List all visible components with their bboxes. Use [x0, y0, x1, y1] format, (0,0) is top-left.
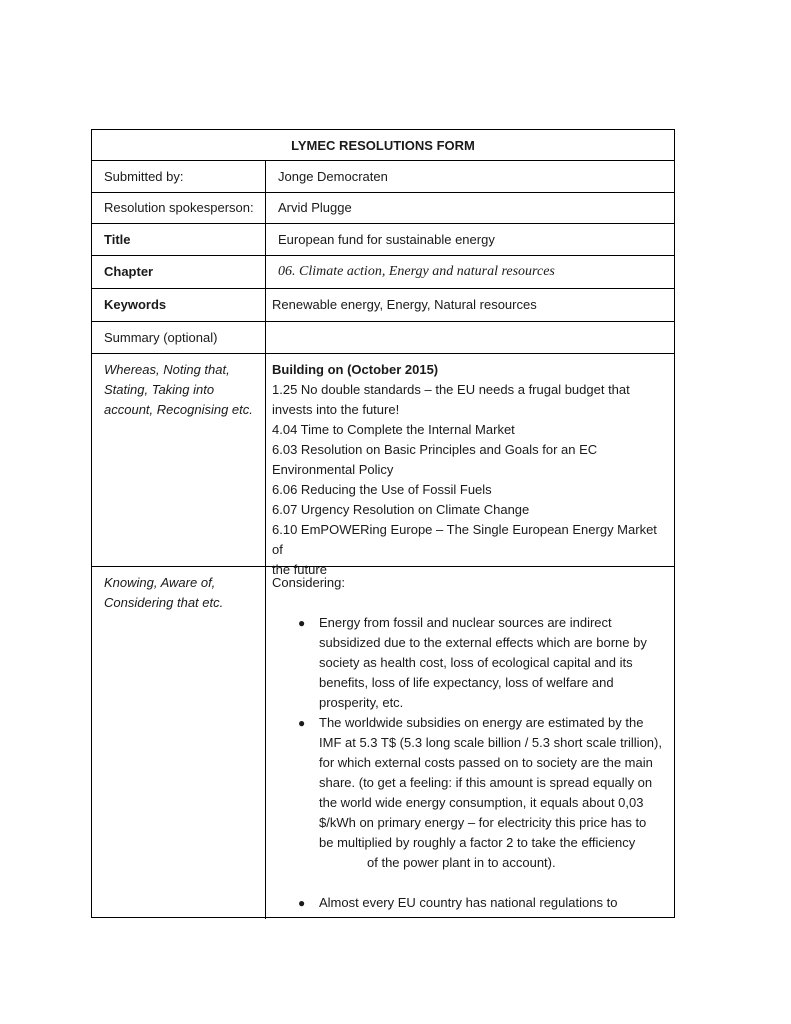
whereas-content: [266, 354, 674, 577]
whereas-line: 6.10 EmPOWERing Europe – The Single European Energy Market of: [272, 522, 657, 557]
considering-list: [272, 613, 664, 853]
submitted-by-label: Submitted by:: [92, 161, 266, 192]
submitted-by-row: [92, 161, 674, 193]
knowing-row: [92, 567, 674, 919]
spokesperson-value: Arvid Plugge: [278, 200, 352, 215]
whereas-line: 6.06 Reducing the Use of Fossil Fuels: [272, 482, 492, 497]
bullet-line: for which external costs passed on to society are the main: [319, 755, 653, 770]
resolutions-form: [91, 129, 675, 918]
bullet-line: the world wide energy consumption, it equals about 0,03: [319, 795, 644, 810]
bullet-line: be multiplied by roughly a factor 2 to take the efficiency: [319, 835, 636, 850]
bullet-line-tail: of the power plant in to account).: [367, 855, 556, 870]
whereas-label: [92, 354, 266, 566]
summary-row: [92, 322, 674, 354]
considering-list-continued: [272, 893, 664, 913]
whereas-line: 1.25 No double standards – the EU needs a frugal budget that: [272, 382, 630, 397]
bullet-line: The worldwide subsidies on energy are estimated by the: [319, 715, 644, 730]
list-item: [272, 893, 664, 913]
keywords-label: Keywords: [92, 289, 266, 321]
whereas-line: 4.04 Time to Complete the Internal Market: [272, 422, 515, 437]
whereas-line: 6.03 Resolution on Basic Principles and Goals for an EC: [272, 442, 598, 457]
bullet-icon: ●: [298, 896, 306, 910]
bullet-line: subsidized due to the external effects which are borne by: [319, 635, 647, 650]
title-row: [92, 224, 674, 256]
spacer: [272, 873, 664, 893]
bullet-line: IMF at 5.3 T$ (5.3 long scale billion / 5.3 short scale trillion),: [319, 735, 662, 750]
knowing-label-line: Knowing, Aware of,: [104, 575, 216, 590]
chapter-label: Chapter: [92, 256, 266, 288]
keywords-row: [92, 289, 674, 322]
knowing-label: [92, 567, 266, 919]
bullet-line: Almost every EU country has national regulations to: [319, 895, 618, 910]
summary-value: [266, 322, 674, 353]
whereas-label-line: Whereas, Noting that,: [104, 362, 230, 377]
knowing-label-line: Considering that etc.: [104, 595, 224, 610]
form-title: LYMEC RESOLUTIONS FORM: [291, 137, 475, 153]
bullet-line: $/kWh on primary energy – for electricity this price has to: [319, 815, 647, 830]
bullet-line: society as health cost, loss of ecological capital and its: [319, 655, 633, 670]
list-item: [272, 713, 664, 853]
list-item: [272, 613, 664, 713]
title-value: European fund for sustainable energy: [278, 231, 495, 247]
bullet-line: prosperity, etc.: [319, 695, 404, 710]
spokesperson-label: Resolution spokesperson:: [92, 193, 266, 223]
knowing-content: [266, 567, 674, 919]
whereas-line: 6.07 Urgency Resolution on Climate Change: [272, 502, 530, 517]
spokesperson-row: [92, 193, 674, 224]
title-label: Title: [92, 224, 266, 255]
whereas-label-line: account, Recognising etc.: [104, 402, 253, 417]
bullet-line: share. (to get a feeling: if this amount is spread equally on: [319, 775, 653, 790]
bullet-line: benefits, loss of life expectancy, loss of welfare and: [319, 675, 614, 690]
submitted-by-value: Jonge Democraten: [278, 168, 388, 184]
whereas-line: Environmental Policy: [272, 462, 394, 477]
whereas-line: invests into the future!: [272, 402, 400, 417]
keywords-value: Renewable energy, Energy, Natural resources: [272, 297, 537, 312]
form-title-row: [92, 130, 674, 161]
bullet-icon: ●: [298, 716, 306, 730]
whereas-line: the future: [272, 562, 327, 577]
whereas-label-line: Stating, Taking into: [104, 382, 215, 397]
spacer: [272, 593, 664, 613]
bullet-icon: ●: [298, 616, 306, 630]
chapter-row: [92, 256, 674, 289]
whereas-heading: Building on (October 2015): [272, 362, 439, 377]
considering-intro: Considering:: [272, 575, 345, 590]
chapter-value: 06. Climate action, Energy and natural resources: [278, 264, 555, 279]
whereas-row: [92, 354, 674, 577]
bullet-line: Energy from fossil and nuclear sources are indirect: [319, 615, 612, 630]
summary-label: Summary (optional): [92, 322, 266, 353]
